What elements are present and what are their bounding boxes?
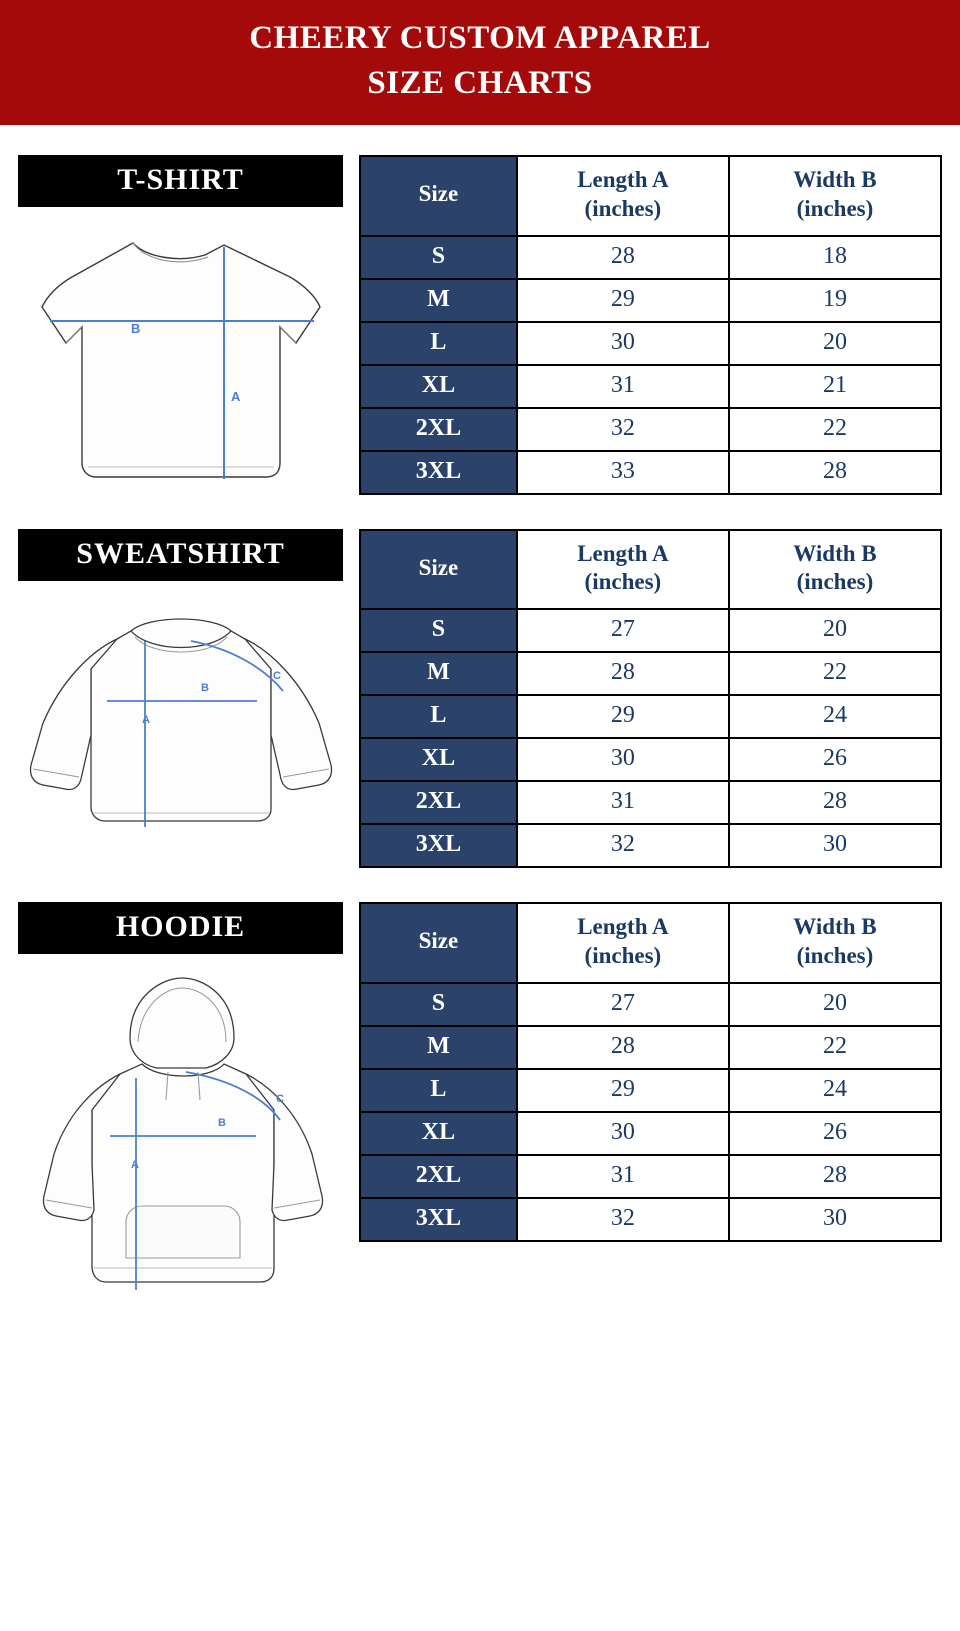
section-tshirt bbox=[0, 155, 960, 495]
column-header-length-main: Length A bbox=[577, 540, 669, 566]
column-header-size: Size bbox=[360, 903, 517, 983]
column-header-length-unit: (inches) bbox=[584, 942, 662, 968]
column-header-width bbox=[729, 530, 941, 610]
section-hoodie bbox=[0, 902, 960, 1313]
size-table-hoodie bbox=[359, 902, 942, 1242]
column-header-length-main: Length A bbox=[577, 167, 669, 192]
hoodie-left-column bbox=[18, 902, 343, 1313]
column-header-length-unit: (inches) bbox=[584, 195, 662, 221]
cell-size: M bbox=[360, 279, 517, 322]
cell-length: 32 bbox=[517, 1198, 729, 1241]
sweatshirt-left-column bbox=[18, 529, 343, 855]
column-header-width-main: Width B bbox=[793, 540, 877, 566]
column-header-width-main: Width B bbox=[793, 167, 877, 192]
table-row bbox=[360, 781, 941, 824]
column-header-length bbox=[517, 156, 729, 236]
cell-width: 19 bbox=[729, 279, 941, 322]
table-row bbox=[360, 451, 941, 494]
cell-width: 28 bbox=[729, 451, 941, 494]
cell-size: XL bbox=[360, 365, 517, 408]
column-header-width-unit: (inches) bbox=[796, 942, 874, 968]
cell-size: 3XL bbox=[360, 1198, 517, 1241]
cell-length: 32 bbox=[517, 408, 729, 451]
table-row bbox=[360, 279, 941, 322]
column-header-length-unit: (inches) bbox=[584, 569, 662, 595]
table-row bbox=[360, 738, 941, 781]
page-title-line2: SIZE CHARTS bbox=[367, 64, 593, 101]
size-table-tshirt bbox=[359, 155, 942, 495]
cell-size: S bbox=[360, 236, 517, 279]
cell-size: 2XL bbox=[360, 408, 517, 451]
table-row bbox=[360, 652, 941, 695]
cell-size: XL bbox=[360, 1112, 517, 1155]
tshirt-marker-a: A bbox=[231, 389, 241, 404]
cell-size: L bbox=[360, 695, 517, 738]
column-header-width-main: Width B bbox=[793, 914, 877, 939]
cell-width: 22 bbox=[729, 1026, 941, 1069]
cell-length: 31 bbox=[517, 365, 729, 408]
category-label-tshirt: T-SHIRT bbox=[18, 155, 343, 207]
table-header-row bbox=[360, 903, 941, 983]
cell-length: 31 bbox=[517, 1155, 729, 1198]
cell-width: 21 bbox=[729, 365, 941, 408]
tshirt-left-column bbox=[18, 155, 343, 491]
column-header-width-unit: (inches) bbox=[796, 569, 874, 595]
sweatshirt-diagram-wrap bbox=[18, 581, 343, 855]
column-header-size: Size bbox=[360, 530, 517, 610]
cell-width: 22 bbox=[729, 408, 941, 451]
cell-size: S bbox=[360, 609, 517, 652]
hoodie-right-column bbox=[343, 902, 942, 1242]
cell-width: 22 bbox=[729, 652, 941, 695]
tshirt-diagram bbox=[28, 221, 333, 491]
sweatshirt-right-column bbox=[343, 529, 942, 869]
cell-length: 30 bbox=[517, 738, 729, 781]
cell-length: 29 bbox=[517, 695, 729, 738]
cell-length: 31 bbox=[517, 781, 729, 824]
sweatshirt-marker-b: B bbox=[200, 681, 209, 694]
cell-length: 30 bbox=[517, 1112, 729, 1155]
cell-width: 24 bbox=[729, 695, 941, 738]
column-header-size: Size bbox=[360, 156, 517, 236]
table-row bbox=[360, 824, 941, 867]
cell-size: L bbox=[360, 1069, 517, 1112]
cell-length: 32 bbox=[517, 824, 729, 867]
cell-size: 2XL bbox=[360, 1155, 517, 1198]
cell-length: 29 bbox=[517, 279, 729, 322]
table-row bbox=[360, 695, 941, 738]
size-table-sweatshirt bbox=[359, 529, 942, 869]
cell-length: 27 bbox=[517, 609, 729, 652]
column-header-width bbox=[729, 156, 941, 236]
hoodie-marker-a: A bbox=[130, 1159, 139, 1171]
table-row bbox=[360, 1198, 941, 1241]
cell-width: 28 bbox=[729, 781, 941, 824]
column-header-length-main: Length A bbox=[577, 914, 669, 939]
table-row bbox=[360, 1112, 941, 1155]
cell-width: 20 bbox=[729, 983, 941, 1026]
cell-length: 28 bbox=[517, 1026, 729, 1069]
column-header-length bbox=[517, 530, 729, 610]
table-row bbox=[360, 983, 941, 1026]
table-row bbox=[360, 408, 941, 451]
table-header-row bbox=[360, 156, 941, 236]
table-header-row bbox=[360, 530, 941, 610]
column-header-width bbox=[729, 903, 941, 983]
table-row bbox=[360, 236, 941, 279]
cell-size: 3XL bbox=[360, 824, 517, 867]
hoodie-diagram bbox=[26, 968, 336, 1313]
cell-size: M bbox=[360, 652, 517, 695]
cell-width: 18 bbox=[729, 236, 941, 279]
cell-size: S bbox=[360, 983, 517, 1026]
table-row bbox=[360, 1026, 941, 1069]
table-row bbox=[360, 609, 941, 652]
cell-width: 26 bbox=[729, 1112, 941, 1155]
section-sweatshirt bbox=[0, 529, 960, 869]
tshirt-marker-b: B bbox=[131, 321, 141, 336]
table-row bbox=[360, 1069, 941, 1112]
cell-width: 26 bbox=[729, 738, 941, 781]
column-header-length bbox=[517, 903, 729, 983]
column-header-width-unit: (inches) bbox=[796, 195, 874, 221]
tshirt-right-column bbox=[343, 155, 942, 495]
cell-length: 33 bbox=[517, 451, 729, 494]
cell-size: XL bbox=[360, 738, 517, 781]
cell-width: 30 bbox=[729, 1198, 941, 1241]
category-label-sweatshirt: SWEATSHIRT bbox=[18, 529, 343, 581]
table-row bbox=[360, 1155, 941, 1198]
cell-width: 24 bbox=[729, 1069, 941, 1112]
hoodie-marker-c: C bbox=[275, 1093, 284, 1105]
sweatshirt-marker-a: A bbox=[141, 713, 150, 726]
cell-width: 20 bbox=[729, 322, 941, 365]
category-label-hoodie: HOODIE bbox=[18, 902, 343, 954]
cell-width: 30 bbox=[729, 824, 941, 867]
cell-length: 28 bbox=[517, 236, 729, 279]
cell-size: M bbox=[360, 1026, 517, 1069]
cell-length: 27 bbox=[517, 983, 729, 1026]
cell-length: 30 bbox=[517, 322, 729, 365]
hoodie-diagram-wrap bbox=[18, 954, 343, 1313]
cell-size: 2XL bbox=[360, 781, 517, 824]
sweatshirt-marker-c: C bbox=[272, 669, 281, 682]
hoodie-marker-b: B bbox=[217, 1117, 226, 1129]
cell-width: 20 bbox=[729, 609, 941, 652]
tshirt-diagram-wrap bbox=[18, 207, 343, 491]
sweatshirt-diagram bbox=[21, 595, 341, 855]
cell-size: 3XL bbox=[360, 451, 517, 494]
cell-size: L bbox=[360, 322, 517, 365]
page-title-line1: CHEERY CUSTOM APPAREL bbox=[249, 20, 711, 56]
cell-length: 28 bbox=[517, 652, 729, 695]
cell-width: 28 bbox=[729, 1155, 941, 1198]
cell-length: 29 bbox=[517, 1069, 729, 1112]
table-row bbox=[360, 365, 941, 408]
table-row bbox=[360, 322, 941, 365]
page-header bbox=[0, 0, 960, 125]
